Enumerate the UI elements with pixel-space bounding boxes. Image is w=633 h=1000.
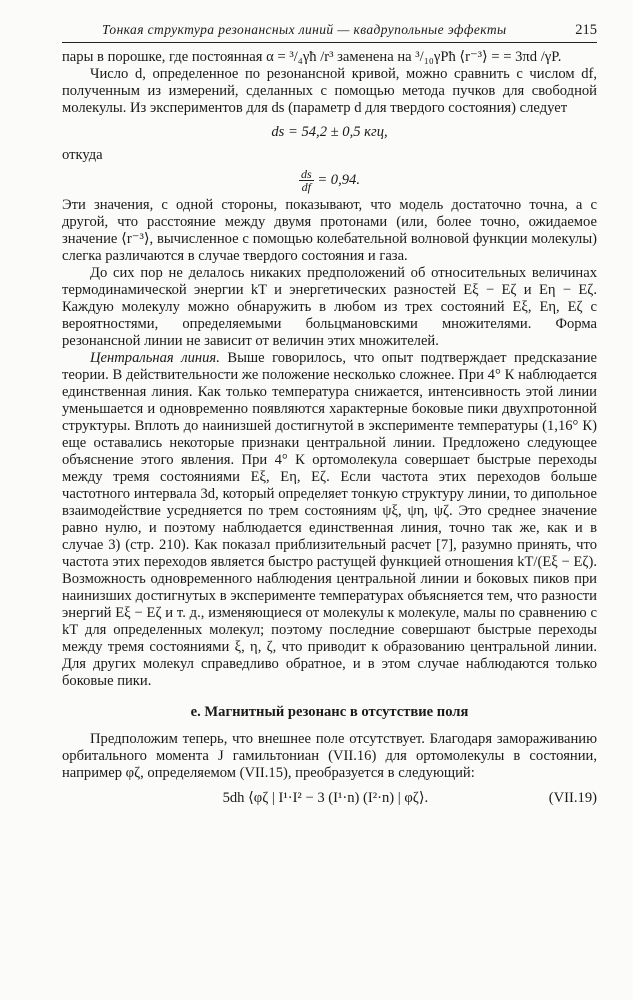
paragraph: Предположим теперь, что внешнее поле отсутствует. Благодаря замораживанию орбитального момента J гамильтониан (VII.16) для ортомолекулы в состоянии, например φζ, определяемом (VII.15), преобразуется в следующий:: [62, 731, 597, 781]
page-number: 215: [575, 22, 597, 38]
paragraph: откуда: [62, 147, 103, 163]
fraction-numerator: ds: [300, 167, 312, 181]
fraction: [299, 168, 314, 193]
fraction-denominator: df: [301, 180, 311, 194]
equation-ratio: [62, 168, 597, 193]
paragraph-body: Выше говорилось, что опыт подтверждает предсказание теории. В действительности же положение несколько сложнее. При 4° К наблюдается единственная линия. Как только температура снижается, интенсивность этой линии уменьшается и одновременно появляются характерные боковые пики двухпротонной структуры. Вплоть до наинизшей достигнутой в эксперименте температуры (1,16° К) еще оставались некоторые признаки центральной линии. Предложено следующее объяснение этого явления. При 4° К ортомолекула совершает быстрые переходы между тремя состояниями Eξ, Eη, Eζ. Если частота этих переходов больше частотного интервала 3d, который определяет тонкую структуру линии, то дипольное взаимодействие усредняется по трем состояниям ψξ, ψη, ψζ. Это среднее значение равно нулю, и поэтому наблюдается единственная линия, точно так же, как и в случае 3) (стр. 210). Как показал приблизительный расчет [7], разумно принять, что частота этих переходов является быстро растущей функцией отношения kT/(Eξ − Eζ). Возможность одновременного наблюдения центральной линии и боковых пиков при наинизших достигнутых в эксперименте температурах объясняется тем, что разности энергий Eξ − Eζ и т. д., изменяющиеся от молекулы к молекуле, малы по сравнению с kT для определенных молекул; поэтому последние совершают быстрые переходы между тремя состояниями ξ, η, ζ, что приводит к образованию центральной линии. Для других молекул справедливо обратное, и в этом случае наблюдаются только боковые пики.: [62, 350, 597, 689]
paragraph: пары в порошке, где постоянная α = ³/₄γħ /r³ заменена на ³/₁₀γPħ ⟨r⁻³⟩ = = 3πd /γP.: [62, 49, 562, 65]
equation-number: (VII.19): [548, 790, 597, 806]
section-title: е. Магнитный резонанс в отсутствие поля: [190, 704, 469, 720]
paragraph: Эти значения, с одной стороны, показывают, что модель достаточно точна, а с другой, что расстояние между двумя протонами (или, более точно, ожидаемое значение ⟨r⁻³⟩, вычисленное с помощью колебательной волновой функции молекулы) слегка различаются в случае твердого состояния и газа.: [62, 197, 597, 264]
paragraph: Число d, определенное по резонансной кривой, можно сравнить с числом df, полученным из измерений, сделанных с помощью метода пучков для свободной молекулы. Из экспериментов для ds (параметр d для твердого состояния) следует: [62, 66, 597, 116]
equation: ds = 54,2 ± 0,5 кгц,: [271, 124, 388, 140]
running-header: [62, 22, 597, 43]
run-in-heading: Центральная линия.: [90, 350, 220, 366]
equation: 5dh ⟨φζ | I¹·I² − 3 (I¹·n) (I²·n) | φζ⟩.: [222, 790, 429, 806]
running-title: Тонкая структура резонансных линий — квадрупольные эффекты: [102, 22, 507, 37]
paragraph: До сих пор не делалось никаких предположений об относительных величинах термодинамической энергии kT и энергетических разностей Eξ − Eζ и Eη − Eζ. Каждую молекулу можно обнаружить в любом из трех состояний Eξ, Eη, Eζ с вероятностями, определяемыми больцмановскими множителями. Форма резонансной линии не зависит от величин этих множителей.: [62, 265, 597, 349]
equation-numbered: [62, 788, 597, 808]
equation-value: = 0,94.: [317, 171, 360, 188]
paragraph: [62, 350, 597, 690]
